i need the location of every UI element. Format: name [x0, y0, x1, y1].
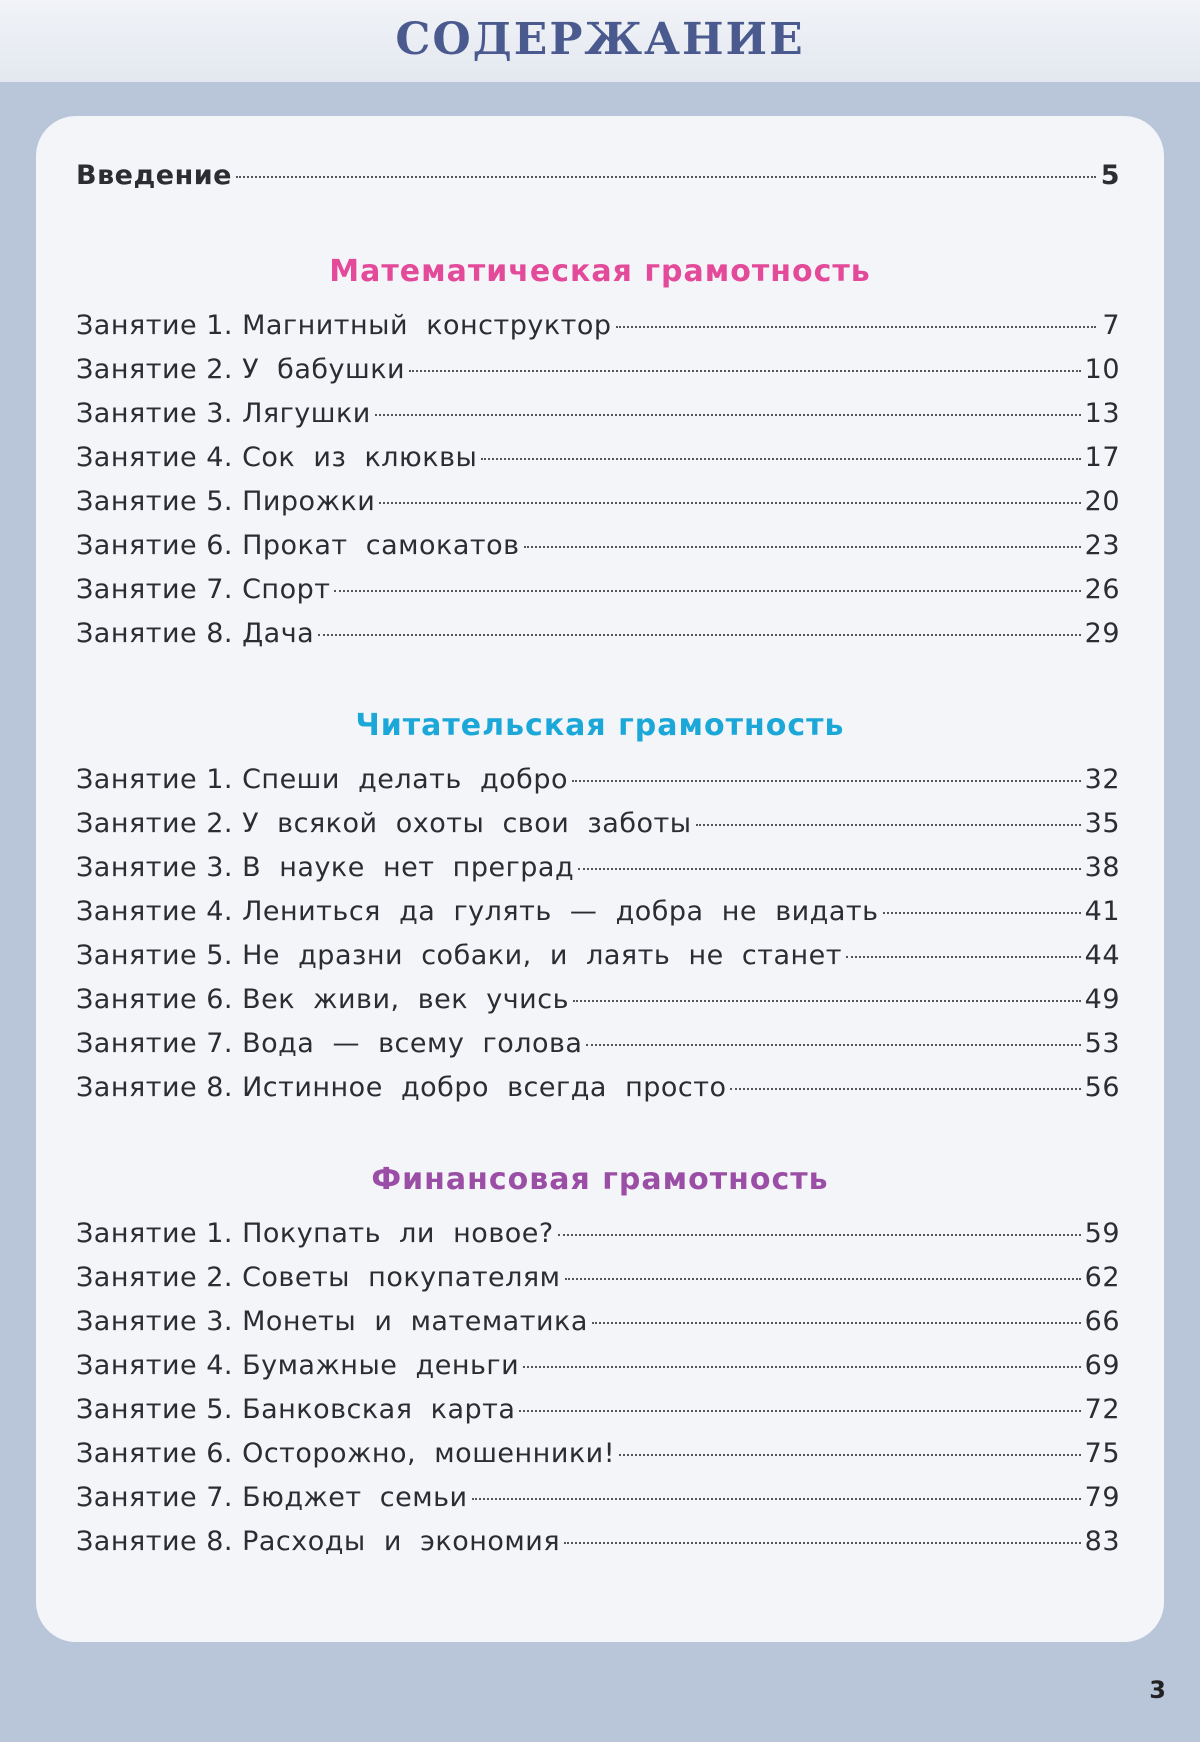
toc-label: Занятие 3. Лягушки [76, 398, 371, 429]
toc-row[interactable] [76, 852, 1120, 896]
toc-page-number: 38 [1084, 852, 1120, 883]
leader-dots [592, 1322, 1081, 1324]
toc-page-number: 35 [1084, 808, 1120, 839]
toc-row[interactable] [76, 310, 1120, 354]
toc-row[interactable] [76, 1438, 1120, 1482]
toc-label: Занятие 2. У всякой охоты свои заботы [76, 808, 692, 839]
toc-row[interactable] [76, 1350, 1120, 1394]
toc-page-number: 7 [1102, 310, 1120, 341]
leader-dots [846, 956, 1081, 958]
toc-page-number: 83 [1084, 1526, 1120, 1557]
toc-row[interactable] [76, 1028, 1120, 1072]
toc-row[interactable] [76, 764, 1120, 808]
leader-dots [730, 1088, 1080, 1090]
toc-page-number: 79 [1084, 1482, 1120, 1513]
toc-page-number: 49 [1084, 984, 1120, 1015]
toc-row[interactable] [76, 1306, 1120, 1350]
toc-page-number: 69 [1084, 1350, 1120, 1381]
leader-dots [578, 868, 1081, 870]
section-title-math: Математическая грамотность [329, 254, 871, 289]
toc-row[interactable] [76, 808, 1120, 852]
toc-row[interactable] [76, 354, 1120, 398]
toc-label: Занятие 6. Век живи, век учись [76, 984, 569, 1015]
toc-page-number: 5 [1100, 160, 1120, 191]
leader-dots [334, 590, 1080, 592]
toc-page-number: 75 [1084, 1438, 1120, 1469]
leader-dots [409, 370, 1081, 372]
leader-dots [523, 1366, 1081, 1368]
toc-page-number: 26 [1084, 574, 1120, 605]
page-title: СОДЕРЖАНИЕ [395, 14, 805, 65]
toc-label: Занятие 4. Бумажные деньги [76, 1350, 520, 1381]
section-title-financial: Финансовая грамотность [371, 1162, 829, 1197]
toc-row[interactable] [76, 1218, 1120, 1262]
toc-label: Занятие 6. Прокат самокатов [76, 530, 520, 561]
toc-row[interactable] [76, 896, 1120, 940]
toc-page-number: 72 [1084, 1394, 1120, 1425]
toc-row[interactable] [76, 530, 1120, 574]
leader-dots [379, 502, 1080, 504]
leader-dots [619, 1454, 1081, 1456]
toc-label: Занятие 1. Спеши делать добро [76, 764, 568, 795]
toc-label: Занятие 4. Сок из клюквы [76, 442, 478, 473]
toc-row[interactable] [76, 1394, 1120, 1438]
toc-row[interactable] [76, 984, 1120, 1028]
leader-dots [616, 326, 1096, 328]
leader-dots [586, 1044, 1080, 1046]
toc-row[interactable] [76, 1262, 1120, 1306]
toc-page-number: 32 [1084, 764, 1120, 795]
leader-dots [883, 912, 1081, 914]
toc-row[interactable] [76, 940, 1120, 984]
toc-page-number: 66 [1084, 1306, 1120, 1337]
toc-row[interactable] [76, 574, 1120, 618]
toc-label: Занятие 7. Бюджет семьи [76, 1482, 468, 1513]
toc-label: Занятие 4. Лениться да гулять — добра не видать [76, 896, 879, 927]
leader-dots [318, 634, 1080, 636]
toc-row[interactable] [76, 1482, 1120, 1526]
toc-label: Введение [76, 160, 232, 191]
leader-dots [558, 1234, 1081, 1236]
toc-page-number: 10 [1084, 354, 1120, 385]
toc-row[interactable] [76, 1072, 1120, 1116]
toc-page-number: 53 [1084, 1028, 1120, 1059]
toc-label: Занятие 7. Спорт [76, 574, 331, 605]
leader-dots [524, 546, 1081, 548]
toc-page-number: 29 [1084, 618, 1120, 649]
page-number: 3 [1149, 1676, 1166, 1704]
toc-row[interactable] [76, 1526, 1120, 1570]
leader-dots [481, 458, 1080, 460]
toc-label: Занятие 6. Осторожно, мошенники! [76, 1438, 616, 1469]
leader-dots [472, 1498, 1081, 1500]
toc-row[interactable] [76, 398, 1120, 442]
toc-page-number: 13 [1084, 398, 1120, 429]
leader-dots [519, 1410, 1080, 1412]
toc-row[interactable] [76, 486, 1120, 530]
leader-dots [565, 1278, 1081, 1280]
toc-page-number: 41 [1084, 896, 1120, 927]
toc-label: Занятие 1. Магнитный конструктор [76, 310, 612, 341]
leader-dots [572, 780, 1081, 782]
toc-page-number: 59 [1084, 1218, 1120, 1249]
leader-dots [236, 176, 1096, 178]
toc-page-number: 44 [1084, 940, 1120, 971]
toc-row[interactable] [76, 442, 1120, 486]
toc-page-number: 20 [1084, 486, 1120, 517]
toc-label: Занятие 3. Монеты и математика [76, 1306, 588, 1337]
toc-page-number: 62 [1084, 1262, 1120, 1293]
toc-page-number: 23 [1084, 530, 1120, 561]
leader-dots [375, 414, 1081, 416]
toc-row[interactable] [76, 618, 1120, 662]
leader-dots [573, 1000, 1081, 1002]
toc-label: Занятие 5. Не дразни собаки, и лаять не станет [76, 940, 842, 971]
toc-row-intro[interactable] [76, 160, 1120, 204]
toc-label: Занятие 5. Банковская карта [76, 1394, 516, 1425]
toc-label: Занятие 3. В науке нет преград [76, 852, 575, 883]
toc-page-number: 17 [1084, 442, 1120, 473]
toc-label: Занятие 2. У бабушки [76, 354, 406, 385]
toc-label: Занятие 1. Покупать ли новое? [76, 1218, 554, 1249]
toc-label: Занятие 7. Вода — всему голова [76, 1028, 583, 1059]
toc-label: Занятие 8. Расходы и экономия [76, 1526, 561, 1557]
section-title-reading: Читательская грамотность [355, 708, 845, 743]
toc-label: Занятие 5. Пирожки [76, 486, 376, 517]
leader-dots [564, 1542, 1081, 1544]
toc-label: Занятие 8. Истинное добро всегда просто [76, 1072, 727, 1103]
toc-label: Занятие 2. Советы покупателям [76, 1262, 561, 1293]
toc-page-number: 56 [1084, 1072, 1120, 1103]
toc-label: Занятие 8. Дача [76, 618, 315, 649]
leader-dots [696, 824, 1081, 826]
